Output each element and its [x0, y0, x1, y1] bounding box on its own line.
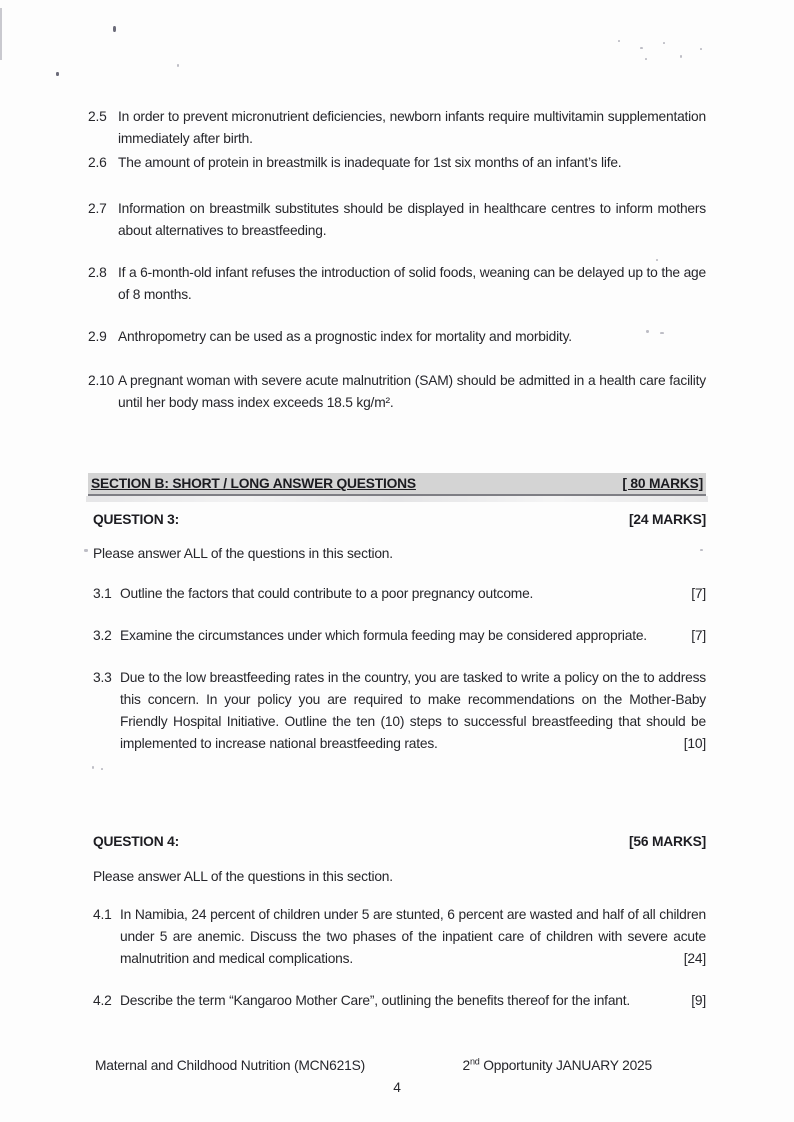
statement-number: 2.10: [88, 373, 115, 388]
question-4-title: QUESTION 4:: [93, 834, 179, 849]
statement-number: 2.6: [88, 155, 107, 170]
question-item-marks: [7]: [691, 628, 706, 643]
scan-speck: [700, 549, 703, 551]
question-3-title: QUESTION 3:: [93, 512, 179, 527]
scan-speck: [113, 26, 116, 32]
statement-number: 2.9: [88, 329, 107, 344]
question-item-number: 4.1: [93, 907, 112, 922]
question-3-instruction: Please answer ALL of the questions in this section.: [93, 546, 393, 561]
scan-speck: [646, 330, 649, 333]
question-item-text: [120, 990, 706, 1012]
question-item-3-3: [88, 667, 706, 755]
scan-edge-artifact: [0, 8, 2, 60]
section-b-marks: [ 80 MARKS]: [622, 476, 703, 491]
question-text: Due to the low breastfeeding rates in the country, you are tasked to write a policy on the to address this concern. In your policy you are required to make recommendations on the Mother-Baby Friendly Hospital Initiative. Outline the ten (10) steps to successful breastfeeding that should be implemented to increase national breastfeeding rates.: [120, 670, 706, 751]
footer-session-number: 2: [462, 1058, 470, 1073]
question-4-instruction: Please answer ALL of the questions in this section.: [93, 869, 393, 884]
section-b-header: [88, 473, 706, 496]
footer-session-text: Opportunity JANUARY 2025: [479, 1058, 652, 1073]
footer-session-ordinal: nd: [469, 1056, 480, 1067]
question-item-text: [120, 904, 706, 970]
scan-speck: [640, 47, 643, 49]
statement-2-8: [88, 262, 706, 306]
question-text: Examine the circumstances under which formula feeding may be considered appropriate.: [120, 628, 647, 643]
page-footer: [95, 1055, 706, 1077]
statement-2-6: [88, 152, 706, 174]
statement-2-7: [88, 198, 706, 242]
statement-text: Information on breastmilk substitutes should be displayed in healthcare centres to inform mothers about alternatives to breastfeeding.: [118, 201, 706, 238]
scan-speck: [84, 549, 88, 552]
question-3-marks: [24 MARKS]: [629, 512, 706, 527]
question-item-marks: [9]: [691, 993, 706, 1008]
statement-number: 2.5: [88, 109, 107, 124]
statement-text: Anthropometry can be used as a prognostic index for mortality and morbidity.: [118, 329, 572, 344]
statement-number: 2.7: [88, 201, 107, 216]
section-b-title: SECTION B: SHORT / LONG ANSWER QUESTIONS: [91, 476, 416, 491]
page-number: 4: [393, 1080, 401, 1095]
question-item-marks: [7]: [691, 586, 706, 601]
question-text: In Namibia, 24 percent of children under 5 are stunted, 6 percent are wasted and half of all children under 5 are anemic. Discuss the two phases of the inpatient care of children with severe acute malnutrition and medical complications.: [120, 907, 706, 966]
statement-number: 2.8: [88, 265, 107, 280]
question-item-number: 3.3: [93, 670, 112, 685]
question-3-header: [88, 509, 706, 531]
question-item-3-2: [88, 625, 706, 647]
question-item-number: 4.2: [93, 993, 112, 1008]
scan-speck: [660, 332, 664, 334]
scan-speck: [177, 64, 179, 67]
scan-speck: [680, 55, 682, 58]
statement-text: If a 6-month-old infant refuses the introduction of solid foods, weaning can be delayed up to the age of 8 months.: [118, 265, 706, 302]
question-item-4-2: [88, 990, 706, 1012]
statement-2-10: [88, 370, 706, 414]
question-item-4-1: [88, 904, 706, 970]
scan-speck: [663, 42, 665, 44]
scan-speck: [101, 768, 103, 770]
scan-speck: [92, 766, 94, 769]
question-item-marks: [24]: [683, 951, 706, 966]
scan-speck: [618, 40, 620, 42]
question-item-3-1: [88, 583, 706, 605]
question-item-text: [120, 625, 706, 647]
scan-speck: [56, 72, 59, 76]
footer-course: Maternal and Childhood Nutrition (MCN621S): [95, 1058, 365, 1073]
statement-text: The amount of protein in breastmilk is inadequate for 1st six months of an infant’s life.: [118, 155, 622, 170]
question-item-text: [120, 667, 706, 755]
question-text: Outline the factors that could contribute to a poor pregnancy outcome.: [120, 586, 534, 601]
statement-2-5: [88, 106, 706, 150]
statement-text: In order to prevent micronutrient deficiencies, newborn infants require multivitamin supplementation immediately after birth.: [118, 109, 706, 146]
question-item-number: 3.1: [93, 586, 112, 601]
question-item-number: 3.2: [93, 628, 112, 643]
question-4-header: [88, 831, 706, 853]
statement-text: A pregnant woman with severe acute malnutrition (SAM) should be admitted in a health care facility until her body mass index exceeds 18.5 kg/m².: [118, 373, 706, 410]
question-4-marks: [56 MARKS]: [629, 834, 706, 849]
scan-speck: [645, 58, 647, 60]
scan-speck: [700, 48, 702, 50]
scan-speck: [656, 259, 658, 261]
footer-session: [462, 1055, 652, 1077]
statement-2-9: [88, 326, 706, 348]
question-text: Describe the term “Kangaroo Mother Care”, outlining the benefits thereof for the infant.: [120, 993, 631, 1008]
question-item-text: [120, 583, 706, 605]
question-item-marks: [10]: [683, 736, 706, 751]
